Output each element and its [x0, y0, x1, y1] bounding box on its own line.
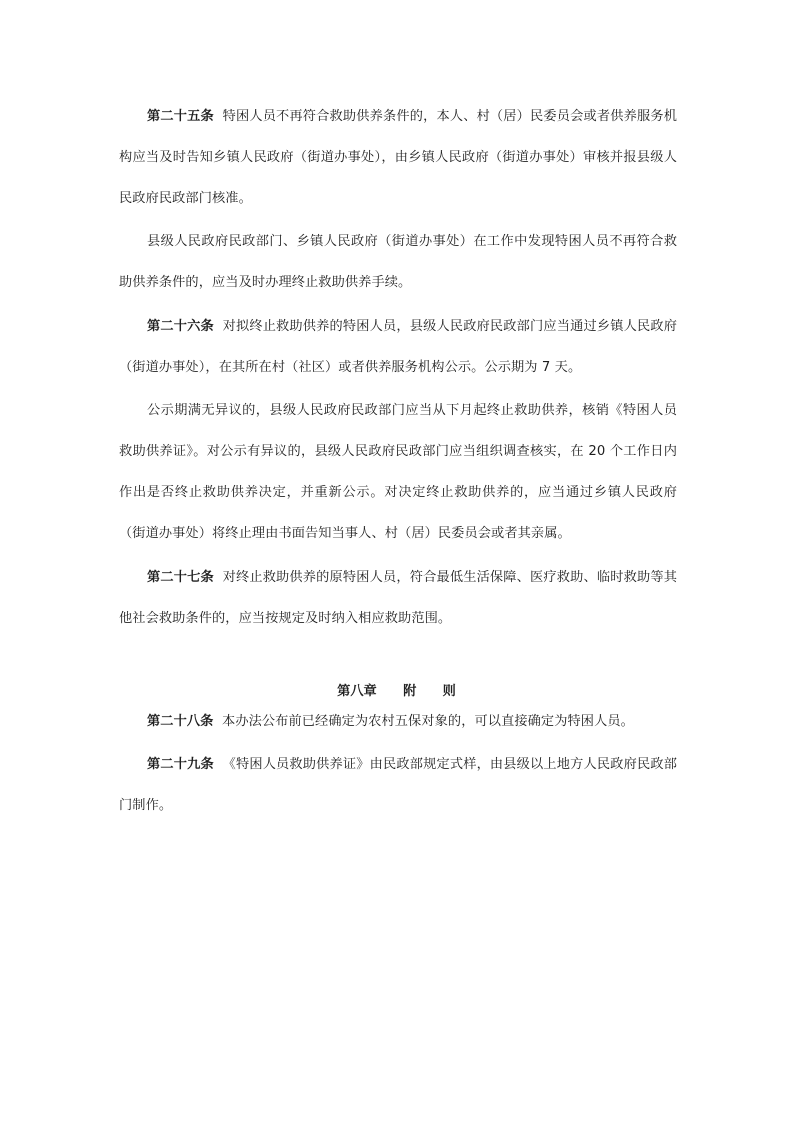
article-text: 特困人员不再符合救助供养条件的，本人、村（居）民委员会或者供养服务机构应当及时告知乡镇人民政府（街道办事处），由乡镇人民政府（街道办事处）审核并报县级人民政府民政部门核准。 [119, 109, 677, 206]
chapter-heading: 第八章 附 则 [337, 684, 456, 699]
paragraph-article-27 [119, 557, 677, 639]
article-text: 对拟终止救助供养的特困人员，县级人民政府民政部门应当通过乡镇人民政府（街道办事处），在其所在村（社区）或者供养服务机构公示。公示期为 7 天。 [119, 319, 677, 375]
article-text: 本办法公布前已经确定为农村五保对象的，可以直接确定为特困人员。 [222, 714, 634, 729]
paragraph-article-28 [119, 701, 677, 742]
article-number: 第二十七条 [147, 570, 214, 585]
paragraph-article-29 [119, 744, 677, 826]
article-number: 第二十五条 [147, 109, 214, 124]
article-text: 《特困人员救助供养证》由民政部规定式样，由县级以上地方人民政府民政部门制作。 [119, 757, 677, 813]
paragraph-article-25 [119, 96, 677, 219]
paragraph-article-26-continued [119, 390, 677, 554]
paragraph-text: 公示期满无异议的，县级人民政府民政部门应当从下月起终止救助供养，核销《特困人员救助供养证》。对公示有异议的，县级人民政府民政部门应当组织调查核实，在 20 个工作日内作出是否终止救助供养决定，并重新公示。对决定终止救助供养的，应当通过乡镇人民政府（街道办事处）将终止理由书面告知当事人、村（居）民委员会或者其亲属。 [119, 403, 677, 541]
paragraph-article-25-continued [119, 221, 677, 303]
paragraph-article-26 [119, 306, 677, 388]
article-number: 第二十六条 [147, 319, 214, 334]
article-text: 对终止救助供养的原特困人员，符合最低生活保障、医疗救助、临时救助等其他社会救助条件的，应当按规定及时纳入相应救助范围。 [119, 570, 677, 626]
article-number: 第二十九条 [147, 757, 214, 772]
article-number: 第二十八条 [147, 714, 214, 729]
paragraph-text: 县级人民政府民政部门、乡镇人民政府（街道办事处）在工作中发现特困人员不再符合救助供养条件的，应当及时办理终止救助供养手续。 [119, 234, 677, 290]
